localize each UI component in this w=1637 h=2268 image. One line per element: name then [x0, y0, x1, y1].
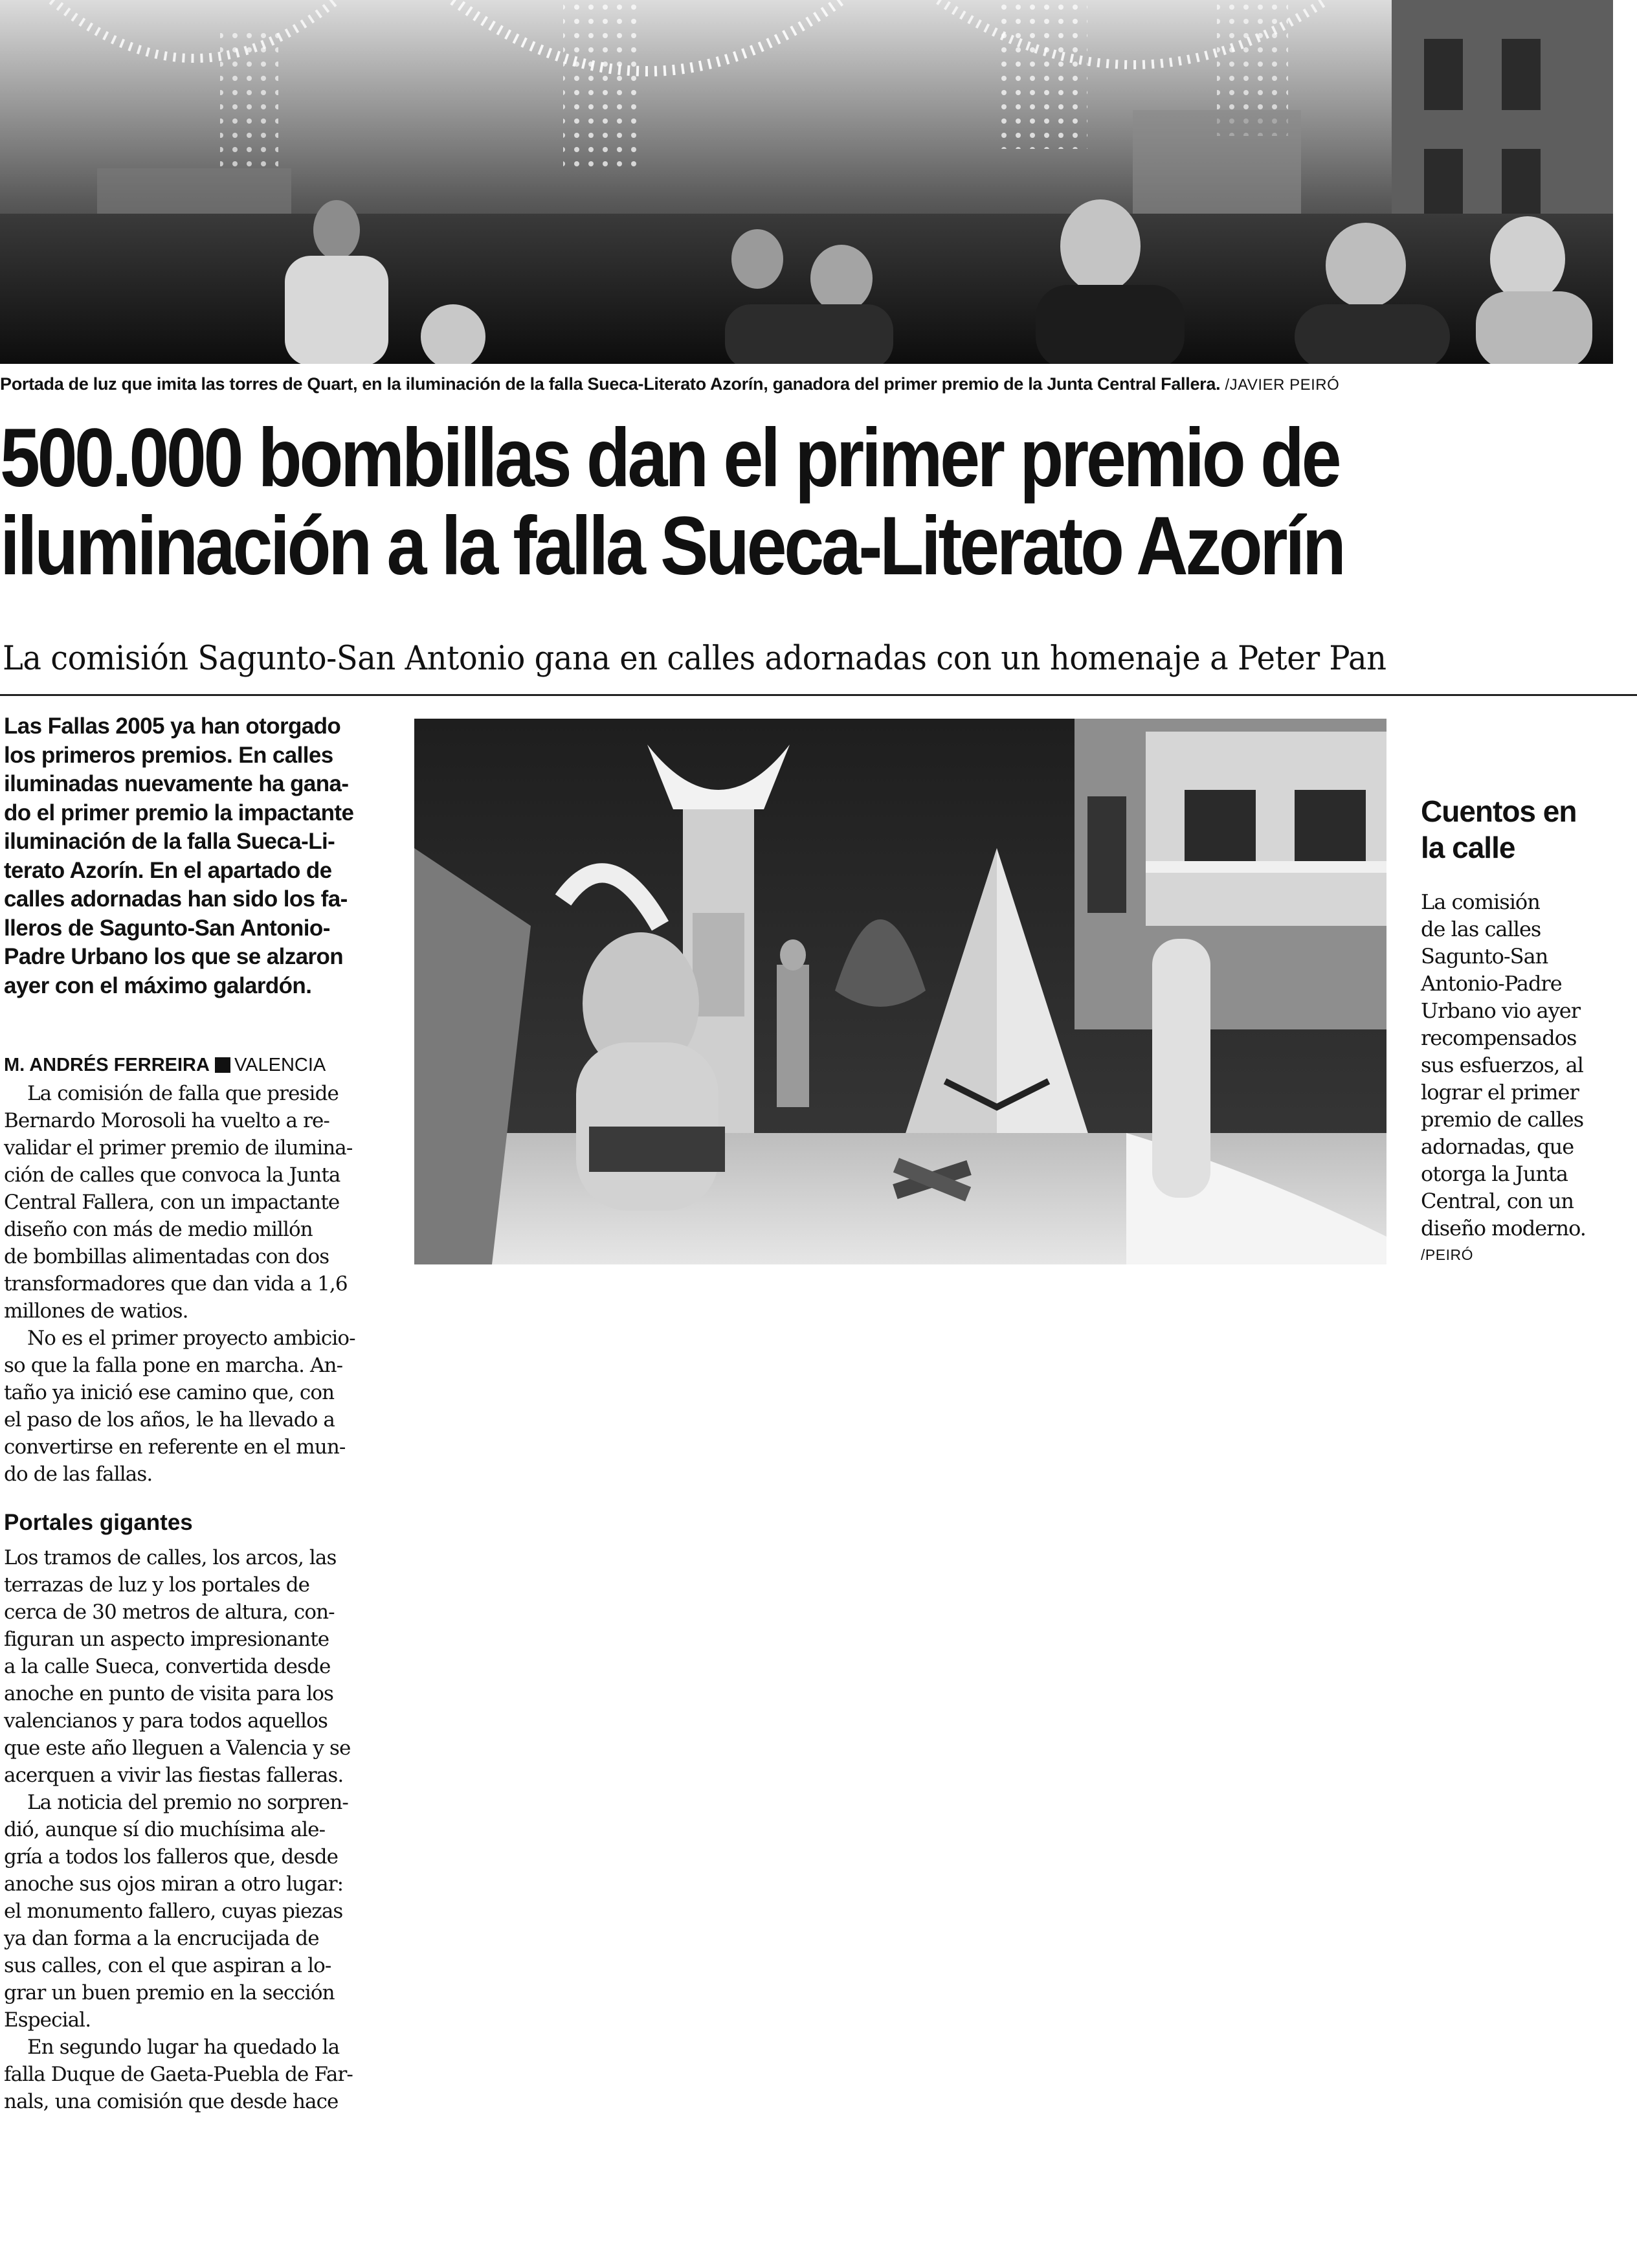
top-photo-illuminated-street	[0, 0, 1613, 364]
lede-paragraph	[4, 712, 392, 1000]
caption-text: Portada de luz que imita las torres de Quart, en la iluminación de la falla Sueca-Literato Azorín, ganadora del primer premio de la Junta Central Fallera.	[0, 374, 1221, 394]
body-text-line: anoche sus ojos miran a otro lugar:	[4, 1872, 344, 1896]
body-text-line: Especial.	[4, 2008, 91, 2032]
sidebar-text-line: sus esfuerzos, al	[1421, 1053, 1583, 1077]
headline	[0, 414, 1408, 590]
body-text-line: gría a todos los falleros que, desde	[4, 1845, 339, 1869]
body-text-line: diseño con más de medio millón	[4, 1218, 313, 1241]
sidebar-text-line: recompensados	[1421, 1026, 1577, 1050]
sidebar-text-line: Sagunto-San	[1421, 944, 1548, 969]
lede-line: do el primer premio la impactante	[4, 800, 354, 825]
body-text-line: validar el primer premio de ilumina-	[4, 1136, 353, 1160]
body-text-line: La noticia del premio no sorpren-	[27, 1791, 348, 1814]
headline-line-2: iluminación a la falla Sueca-Literato Azorín	[0, 500, 1344, 592]
body-text-line: de bombillas alimentadas con dos	[4, 1245, 329, 1268]
photo-credit: /JAVIER PEIRÓ	[1225, 376, 1340, 394]
byline-author: M. ANDRÉS FERREIRA	[4, 1055, 210, 1075]
body-text-line: millones de watios.	[4, 1299, 188, 1323]
body-text-line: grar un buen premio en la sección	[4, 1981, 335, 2004]
sidebar-text-line: diseño moderno.	[1421, 1216, 1586, 1241]
body-text-line: sus calles, con el que aspiran a lo-	[4, 1954, 331, 1977]
body-text-line: Central Fallera, con un impactante	[4, 1191, 340, 1214]
sidebar-text-line: adornadas, que	[1421, 1134, 1574, 1159]
headline-line-1: 500.000 bombillas dan el primer premio de	[0, 412, 1339, 504]
divider	[0, 694, 1637, 696]
body-text-line: convertirse en referente en el mun-	[4, 1435, 346, 1459]
body-text-line: so que la falla pone en marcha. An-	[4, 1354, 343, 1377]
body-text-line: anoche en punto de visita para los	[4, 1682, 334, 1705]
article-body-part-1	[4, 1080, 392, 1488]
body-text-line: transformadores que dan vida a 1,6	[4, 1272, 348, 1296]
sidebar-text-line: otorga la Junta	[1421, 1162, 1568, 1186]
body-text-line: Bernardo Morosoli ha vuelto a re-	[4, 1109, 330, 1132]
byline-city: VALENCIA	[234, 1055, 326, 1075]
body-text-line: Los tramos de calles, los arcos, las	[4, 1546, 337, 1569]
sidebar-text-line: La comisión	[1421, 890, 1540, 914]
sidebar-text-line: Antonio-Padre	[1421, 971, 1562, 996]
lede-line: Padre Urbano los que se alzaron	[4, 944, 344, 969]
subheadline: La comisión Sagunto-San Antonio gana en calles adornadas con un homenaje a Peter Pan	[3, 640, 1386, 678]
top-photo-caption	[0, 368, 1613, 400]
center-photo-peter-pan-decoration	[414, 719, 1386, 1264]
body-text-line: el monumento fallero, cuyas piezas	[4, 1900, 343, 1923]
body-text-line: En segundo lugar ha quedado la	[27, 2036, 340, 2059]
byline	[4, 1052, 405, 1078]
sidebar-title-line-1: Cuentos en	[1421, 794, 1577, 828]
sidebar-text-line: Urbano vio ayer	[1421, 998, 1581, 1023]
body-text-line: No es el primer proyecto ambicio-	[27, 1327, 355, 1350]
lede-line: iluminadas nuevamente ha gana-	[4, 771, 349, 796]
section-heading: Portales gigantes	[4, 1510, 193, 1535]
lede-line: Las Fallas 2005 ya han otorgado	[4, 713, 341, 739]
lede-line: ayer con el máximo galardón.	[4, 972, 312, 998]
sidebar-text-line: premio de calles	[1421, 1107, 1584, 1132]
sidebar-caption-body	[1421, 888, 1615, 1242]
body-text-line: terrazas de luz y los portales de	[4, 1573, 310, 1597]
sidebar-text-line: Central, con un	[1421, 1189, 1574, 1213]
sidebar-text-line: lograr el primer	[1421, 1080, 1579, 1105]
body-text-line: figuran un aspecto impresionante	[4, 1628, 329, 1651]
sidebar-title-line-2: la calle	[1421, 831, 1515, 864]
body-text-line: valencianos y para todos aquellos	[4, 1709, 328, 1733]
lede-line: lleros de Sagunto-San Antonio-	[4, 915, 330, 941]
body-text-line: acerquen a vivir las fiestas falleras.	[4, 1764, 344, 1787]
body-text-line: que este año lleguen a Valencia y se	[4, 1736, 351, 1760]
sidebar-text-line: de las calles	[1421, 917, 1541, 941]
body-text-line: dió, aunque sí dio muchísima ale-	[4, 1818, 326, 1841]
body-text-line: ción de calles que convoca la Junta	[4, 1163, 340, 1187]
lede-line: calles adornadas han sido los fa-	[4, 886, 348, 912]
body-text-line: cerca de 30 metros de altura, con-	[4, 1600, 335, 1624]
square-bullet-icon	[215, 1057, 230, 1073]
body-text-line: taño ya inició ese camino que, con	[4, 1381, 335, 1404]
body-text-line: a la calle Sueca, convertida desde	[4, 1655, 331, 1678]
body-text-line: el paso de los años, le ha llevado a	[4, 1408, 335, 1432]
lede-line: iluminación de la falla Sueca-Li-	[4, 829, 335, 854]
body-text-line: falla Duque de Gaeta-Puebla de Far-	[4, 2063, 353, 2086]
lede-line: terato Azorín. En el apartado de	[4, 857, 332, 883]
sidebar-photo-credit: /PEIRÓ	[1421, 1246, 1473, 1263]
lede-line: los primeros premios. En calles	[4, 742, 333, 768]
body-text-line: do de las fallas.	[4, 1463, 153, 1486]
article-body-part-2	[4, 1544, 392, 2115]
body-text-line: ya dan forma a la encrucijada de	[4, 1927, 319, 1950]
sidebar-title	[1421, 793, 1615, 866]
body-text-line: nals, una comisión que desde hace	[4, 2090, 339, 2113]
body-text-line: La comisión de falla que preside	[27, 1082, 339, 1105]
